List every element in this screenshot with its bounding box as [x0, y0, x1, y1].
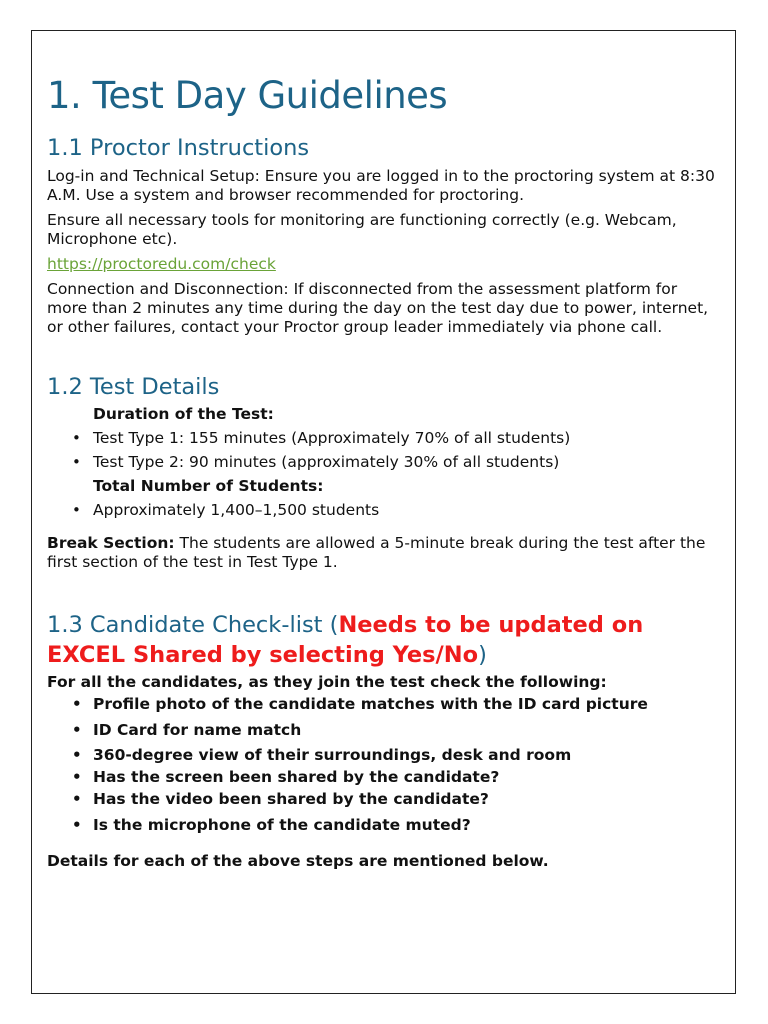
students-label: Total Number of Students: — [93, 477, 324, 495]
checklist-item-6: • Is the microphone of the candidate muted? — [93, 813, 721, 839]
proctor-connection-paragraph: Connection and Disconnection: If disconnected from the assessment platform for more than 2 minutes any time during the day on the test day due to power, internet, or other failures, contact your Proctor group leader immediately via phone call. — [47, 280, 709, 336]
test-details-heading: 1.2 Test Details — [47, 374, 220, 400]
duration-label: Duration of the Test: — [93, 405, 274, 423]
break-text: The students are allowed a 5-minute break during the test after the first section of the test in Test Type 1. — [47, 534, 706, 571]
students-list — [47, 498, 721, 522]
proctor-tools-paragraph: Ensure all necessary tools for monitoring are functioning correctly (e.g. Webcam, Microphone etc). — [47, 211, 677, 248]
students-item: • Approximately 1,400–1,500 students — [93, 498, 721, 522]
duration-list — [47, 426, 721, 474]
proctor-heading: 1.1 Proctor Instructions — [47, 135, 310, 161]
document-page — [31, 30, 736, 994]
proctor-setup-paragraph: Log-in and Technical Setup: Ensure you are logged in to the proctoring system at 8:30 A.M. Use a system and browser recommended for proctoring. — [47, 167, 715, 204]
break-label: Break Section: — [47, 534, 175, 552]
checklist-item-3: • 360-degree view of their surroundings, desk and room — [93, 743, 721, 767]
duration-item-1: • Test Type 1: 155 minutes (Approximately 70% of all students) — [93, 426, 721, 450]
checklist-heading — [47, 610, 721, 670]
checklist-intro: For all the candidates, as they join the test check the following: — [47, 673, 607, 691]
checklist-item-2: • ID Card for name match — [93, 718, 721, 744]
checklist-item-5: • Has the video been shared by the candidate? — [93, 787, 721, 813]
checklist-heading-close: ) — [478, 642, 487, 668]
proctor-check-link[interactable]: https://proctoredu.com/check — [47, 255, 276, 273]
checklist-item-1: • Profile photo of the candidate matches with the ID card picture — [93, 692, 721, 718]
page-title: 1. Test Day Guidelines — [47, 74, 448, 117]
checklist-heading-text: 1.3 Candidate Check-list ( — [47, 612, 339, 638]
checklist-heading-note: Needs to be updated on EXCEL Shared by selecting Yes/No — [47, 612, 644, 668]
break-paragraph — [47, 534, 721, 572]
duration-item-2: • Test Type 2: 90 minutes (approximately 30% of all students) — [93, 450, 721, 474]
checklist-item-4: • Has the screen been shared by the candidate? — [93, 767, 721, 787]
checklist-list — [47, 692, 721, 838]
checklist-footer: Details for each of the above steps are mentioned below. — [47, 852, 549, 870]
document-content — [47, 71, 721, 871]
